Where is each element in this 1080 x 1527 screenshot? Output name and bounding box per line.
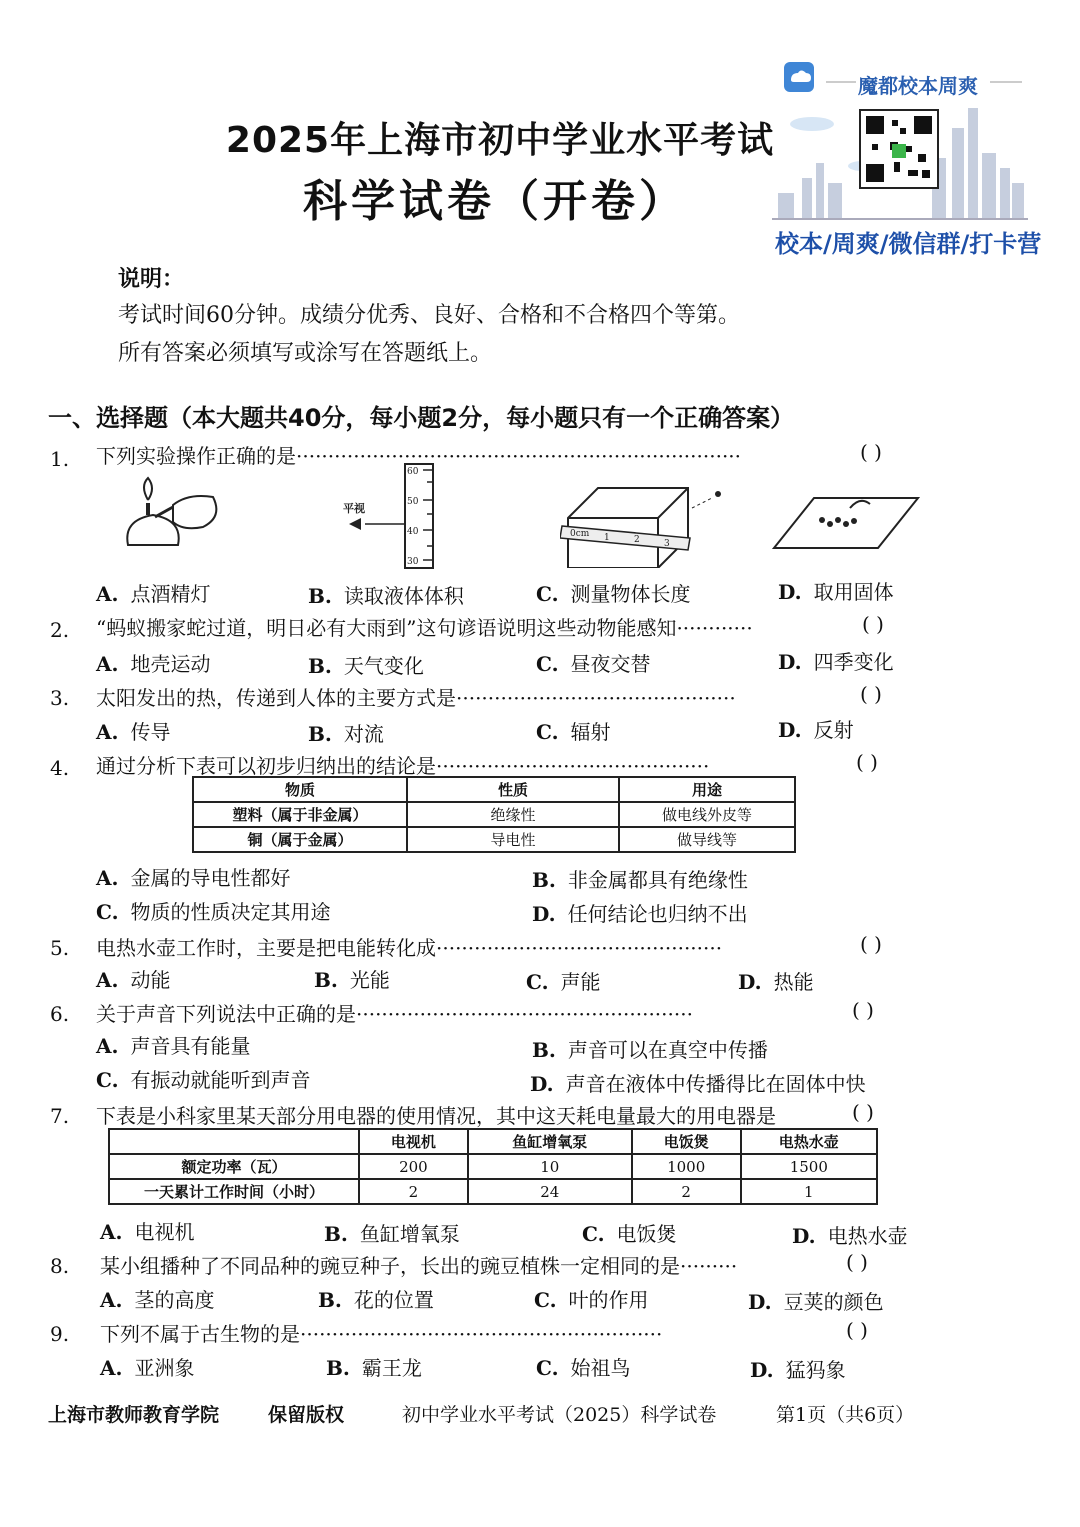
option-text: 霸王龙	[361, 1356, 422, 1380]
table-header: 性质	[407, 777, 619, 802]
option-c[interactable]	[536, 716, 611, 745]
view-label: 平视	[343, 502, 365, 515]
footer-page-number: 第1页（共6页）	[776, 1404, 915, 1426]
option-key: D.	[748, 1290, 772, 1314]
tick-label: 60	[407, 467, 419, 477]
option-c[interactable]	[536, 578, 691, 607]
answer-blank: ( )	[860, 440, 882, 464]
answer-blank: ( )	[846, 1318, 868, 1342]
appliance-table	[108, 1128, 878, 1205]
table-cell: 1500	[741, 1154, 877, 1179]
table-cell: 200	[359, 1154, 468, 1179]
table-cell: 2	[359, 1179, 468, 1204]
answer-blank: ( )	[852, 1100, 874, 1124]
option-c[interactable]	[534, 1284, 649, 1313]
option-text: 始祖鸟	[570, 1356, 631, 1380]
question-text: 下列不属于古生物的是·························································	[100, 1322, 663, 1346]
instruction-line: 所有答案必须填写或涂写在答题纸上。	[118, 341, 493, 366]
option-text: 豆荚的颜色	[783, 1290, 884, 1314]
table-cell: 绝缘性	[407, 802, 619, 827]
table-header	[109, 1129, 359, 1154]
option-text: 辐射	[570, 720, 611, 744]
question-number: 9.	[50, 1322, 70, 1346]
question-text: 太阳发出的热，传递到人体的主要方式是············································	[96, 686, 736, 710]
question-text: “蚂蚁搬家蛇过道，明日必有大雨到”这句谚语说明这些动物能感知············	[96, 616, 753, 640]
option-d[interactable]	[750, 1354, 846, 1383]
option-key: D.	[778, 580, 802, 604]
option-a[interactable]	[100, 1284, 214, 1313]
instructions-heading: 说明：	[118, 266, 185, 292]
option-text: 叶的作用	[568, 1288, 649, 1312]
option-b[interactable]	[532, 864, 748, 893]
option-a[interactable]	[96, 578, 210, 607]
option-text: 声能	[560, 970, 601, 994]
option-key: D.	[530, 1072, 554, 1096]
table-row	[109, 1179, 877, 1204]
table-header: 用途	[619, 777, 795, 802]
option-d[interactable]	[738, 966, 814, 995]
option-text: 反射	[813, 718, 854, 742]
option-text: 读取液体体积	[343, 584, 464, 608]
option-text: 茎的高度	[134, 1288, 215, 1312]
option-b[interactable]	[314, 964, 390, 993]
option-b[interactable]	[308, 650, 424, 679]
option-d[interactable]	[532, 898, 748, 927]
option-c[interactable]	[96, 1064, 311, 1093]
option-key: A.	[96, 968, 119, 992]
question-number: 7.	[50, 1104, 70, 1128]
table-header: 物质	[193, 777, 407, 802]
option-c[interactable]	[96, 896, 331, 925]
answer-blank: ( )	[852, 998, 874, 1022]
option-key: C.	[534, 1288, 557, 1312]
option-d[interactable]	[792, 1220, 908, 1249]
option-d[interactable]	[778, 714, 854, 743]
answer-blank: ( )	[860, 932, 882, 956]
option-text: 测量物体长度	[570, 582, 691, 606]
tick-label: 30	[407, 557, 419, 567]
option-b[interactable]	[308, 718, 384, 747]
option-d[interactable]	[778, 646, 894, 675]
option-text: 花的位置	[353, 1288, 434, 1312]
table-cell: 1	[741, 1179, 877, 1204]
option-key: B.	[314, 968, 338, 992]
svg-text:3: 3	[664, 539, 670, 549]
question-number: 8.	[50, 1254, 70, 1278]
option-key: C.	[582, 1222, 605, 1246]
option-d[interactable]	[530, 1068, 866, 1097]
svg-text:0cm: 0cm	[570, 529, 590, 539]
table-row	[193, 827, 795, 852]
question-text: 通过分析下表可以初步归纳出的结论是···········································	[96, 754, 710, 778]
brand-top-text: 魔都校本周爽	[858, 74, 978, 98]
option-key: C.	[536, 1356, 559, 1380]
question-number: 5.	[50, 936, 70, 960]
table-cell: 塑料（属于非金属）	[193, 802, 407, 827]
question-text: 某小组播种了不同品种的豌豆种子，长出的豌豆植株一定相同的是·········	[100, 1254, 738, 1278]
option-text: 天气变化	[343, 654, 424, 678]
option-key: C.	[96, 1068, 119, 1092]
table-cell: 导电性	[407, 827, 619, 852]
option-key: C.	[96, 900, 119, 924]
option-key: D.	[750, 1358, 774, 1382]
option-key: D.	[778, 650, 802, 674]
question-text: 电热水壶工作时，主要是把电能转化成·············································	[96, 936, 723, 960]
table-cell: 铜（属于金属）	[193, 827, 407, 852]
option-a[interactable]	[100, 1352, 194, 1381]
answer-blank: ( )	[856, 750, 878, 774]
option-text: 声音可以在真空中传播	[567, 1038, 768, 1062]
option-key: A.	[96, 720, 119, 744]
option-text: 声音在液体中传播得比在固体中快	[565, 1072, 866, 1096]
option-key: B.	[308, 654, 332, 678]
table-cell: 24	[468, 1179, 632, 1204]
option-key: B.	[532, 868, 556, 892]
option-text: 有振动就能听到声音	[130, 1068, 311, 1092]
option-key: D.	[738, 970, 762, 994]
instruction-line: 考试时间60分钟。成绩分优秀、良好、合格和不合格四个等第。	[118, 303, 740, 328]
footer-publisher: 上海市教师教育学院	[48, 1404, 220, 1426]
option-key: B.	[324, 1222, 348, 1246]
table-cell: 做电线外皮等	[619, 802, 795, 827]
option-key: A.	[96, 1034, 119, 1058]
option-key: A.	[96, 582, 119, 606]
figure-ruler-measure	[560, 478, 735, 568]
option-key: B.	[308, 722, 332, 746]
answer-blank: ( )	[846, 1250, 868, 1274]
table-header: 电视机	[359, 1129, 468, 1154]
table-row	[193, 802, 795, 827]
exam-title: 2025年上海市初中学业水平考试	[225, 120, 775, 161]
section-title: 一、选择题（本大题共40分，每小题2分，每小题只有一个正确答案）	[48, 404, 795, 432]
question-number: 6.	[50, 1002, 70, 1026]
footer-exam-name: 初中学业水平考试（2025）科学试卷	[402, 1404, 717, 1426]
svg-text:1: 1	[604, 533, 610, 543]
option-text: 动能	[130, 968, 171, 992]
tick-label: 40	[407, 527, 419, 537]
option-text: 非金属都具有绝缘性	[567, 868, 748, 892]
option-c[interactable]	[536, 1352, 631, 1381]
table-cell: 做导线等	[619, 827, 795, 852]
option-text: 四季变化	[813, 650, 894, 674]
option-text: 地壳运动	[130, 652, 211, 676]
brand-bottom-text: 校本/周爽/微信群/打卡营	[775, 230, 1042, 258]
option-key: A.	[100, 1288, 123, 1312]
svg-text:2: 2	[634, 535, 640, 545]
question-text: 下列实验操作正确的是······································································	[96, 444, 742, 468]
option-d[interactable]	[748, 1286, 884, 1315]
option-text: 猛犸象	[785, 1358, 846, 1382]
option-text: 传导	[130, 720, 171, 744]
option-key: A.	[100, 1356, 123, 1380]
option-text: 物质的性质决定其用途	[130, 900, 331, 924]
option-key: B.	[532, 1038, 556, 1062]
question-text: 关于声音下列说法中正确的是·····················································	[96, 1002, 693, 1026]
option-text: 点酒精灯	[130, 582, 211, 606]
tick-label: 50	[407, 497, 419, 507]
property-table	[192, 776, 796, 853]
option-c[interactable]	[582, 1218, 677, 1247]
table-cell: 1000	[632, 1154, 741, 1179]
option-key: B.	[326, 1356, 350, 1380]
paper-title: 科学试卷（开卷）	[303, 176, 687, 227]
table-header: 鱼缸增氧泵	[468, 1129, 632, 1154]
option-text: 任何结论也归纳不出	[567, 902, 748, 926]
footer-rights: 保留版权	[268, 1404, 345, 1426]
question-number: 4.	[50, 756, 70, 780]
option-b[interactable]	[532, 1034, 768, 1063]
table-row	[109, 1154, 877, 1179]
question-number: 3.	[50, 686, 70, 710]
option-b[interactable]	[324, 1218, 460, 1247]
option-text: 光能	[349, 968, 390, 992]
option-a[interactable]	[96, 716, 170, 745]
answer-blank: ( )	[860, 682, 882, 706]
option-key: D.	[792, 1224, 816, 1248]
option-c[interactable]	[536, 648, 651, 677]
option-text: 昼夜交替	[570, 652, 651, 676]
option-b[interactable]	[326, 1352, 422, 1381]
option-text: 电饭煲	[616, 1222, 677, 1246]
option-key: D.	[778, 718, 802, 742]
option-a[interactable]	[96, 648, 210, 677]
option-b[interactable]	[318, 1284, 434, 1313]
table-header-row	[109, 1129, 877, 1154]
table-cell: 2	[632, 1179, 741, 1204]
table-cell: 10	[468, 1154, 632, 1179]
table-cell: 一天累计工作时间（小时）	[109, 1179, 359, 1204]
option-b[interactable]	[308, 580, 464, 609]
option-key: A.	[96, 652, 119, 676]
option-a[interactable]	[96, 964, 170, 993]
option-key: C.	[536, 652, 559, 676]
question-number: 1.	[50, 447, 70, 471]
option-c[interactable]	[526, 966, 601, 995]
figure-graduated-cylinder	[335, 462, 445, 572]
question-text: 下表是小科家里某天部分用电器的使用情况，其中这天耗电量最大的用电器是	[96, 1104, 776, 1128]
table-header: 电热水壶	[741, 1129, 877, 1154]
option-a[interactable]	[100, 1216, 194, 1245]
option-text: 热能	[773, 970, 814, 994]
option-text: 电热水壶	[827, 1224, 908, 1248]
option-text: 声音具有能量	[130, 1034, 251, 1058]
option-text: 鱼缸增氧泵	[359, 1222, 460, 1246]
option-a[interactable]	[96, 1030, 250, 1059]
table-cell: 额定功率（瓦）	[109, 1154, 359, 1179]
option-key: D.	[532, 902, 556, 926]
question-number: 2.	[50, 618, 70, 642]
option-key: B.	[318, 1288, 342, 1312]
option-text: 亚洲象	[134, 1356, 195, 1380]
option-key: C.	[536, 582, 559, 606]
table-header: 电饭煲	[632, 1129, 741, 1154]
option-text: 取用固体	[813, 580, 894, 604]
option-a[interactable]	[96, 862, 290, 891]
option-key: A.	[96, 866, 119, 890]
figure-alcohol-lamp	[118, 475, 228, 565]
option-key: B.	[308, 584, 332, 608]
option-key: C.	[536, 720, 559, 744]
table-header-row	[193, 777, 795, 802]
option-d[interactable]	[778, 576, 894, 605]
option-text: 金属的导电性都好	[130, 866, 291, 890]
option-key: C.	[526, 970, 549, 994]
answer-blank: ( )	[862, 612, 884, 636]
option-text: 对流	[343, 722, 384, 746]
figure-solid-sample	[772, 488, 922, 558]
option-key: A.	[100, 1220, 123, 1244]
option-text: 电视机	[134, 1220, 195, 1244]
